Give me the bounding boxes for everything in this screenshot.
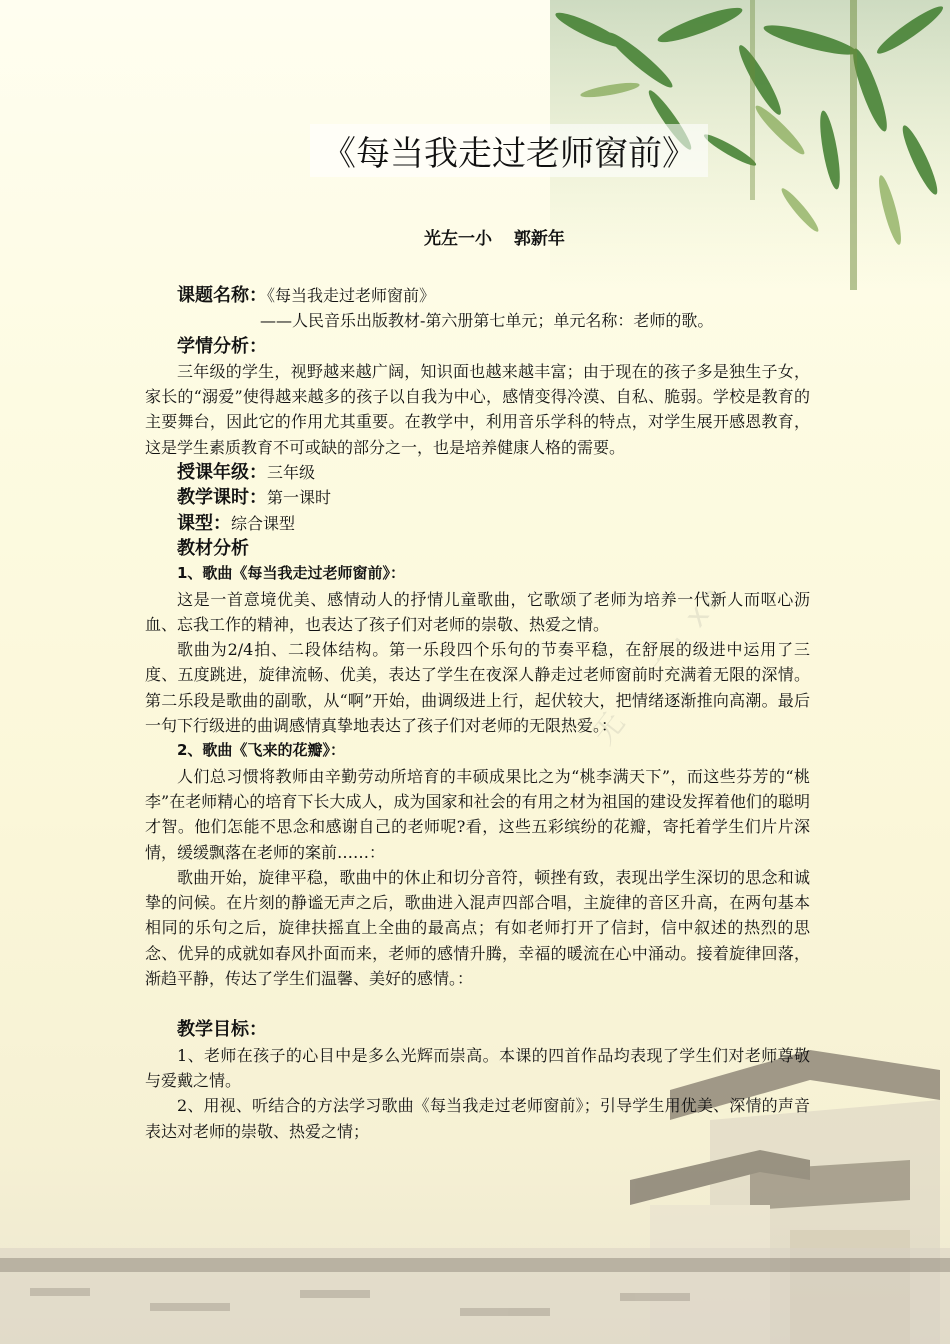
watermark: 无 · 一 · xn xyxy=(586,576,734,752)
goals-label: 教学目标： xyxy=(177,1019,267,1041)
topic-label: 课题名称： xyxy=(177,285,267,306)
song2-paragraph-1: 人们总习惯将教师由辛勤劳动所培育的丰硕成果比之为“桃李满天下”，而这些芬芳的“桃李”在老师精心的培育下长大成人，成为国家和社会的有用之材为祖国的建设发挥着他们的聪明才智。他们怎能不思念和感谢自己的老师呢?看，这些五彩缤纷的花瓣，寄托着学生们片片深情，缓缓飘落在老师的案前……： xyxy=(145,766,810,862)
material-label: 教材分析 xyxy=(177,537,249,559)
type-value: 综合课型 xyxy=(231,513,296,533)
grade-label: 授课年级： xyxy=(177,462,267,484)
grade-line xyxy=(145,460,810,485)
song2-title: 2、歌曲《飞来的花瓣》： xyxy=(177,741,345,760)
spacer xyxy=(145,991,810,1017)
song1-paragraph-2: 歌曲为2/4拍、二段体结构。第一乐段四个乐句的节奏平稳，在舒展的级进中运用了三度、五度跳进，旋律流畅、优美，表达了学生在夜深人静走过老师窗前时充满着无限的深情。第二乐段是歌曲的副歌，从“啊”开始，曲调级进上行，起伏较大，把情绪逐渐推向高潮。最后一句下行级进的曲调感情真挚地表达了孩子们对老师的无限热爱。： xyxy=(145,640,810,736)
page-title: 《每当我走过老师窗前》 xyxy=(310,124,708,177)
analysis-text: 三年级的学生，视野越来越广阔，知识面也越来越丰富；由于现在的孩子多是独生子女，家长的“溺爱”使得越来越多的孩子以自我为中心，感情变得冷漠、自私、脆弱。学校是教育的主要舞台，因此它的作用尤其重要。在教学中，利用音乐学科的特点，对学生展开感恩教育，这是学生素质教育不可或缺的部分之一，也是培养健康人格的需要。 xyxy=(145,361,810,457)
song1-paragraph-1: 这是一首意境优美、感情动人的抒情儿童歌曲，它歌颂了老师为培养一代新人而呕心沥血、忘我工作的精神，也表达了孩子们对老师的崇敬、热爱之情。 xyxy=(145,589,810,634)
period-label: 教学课时： xyxy=(177,487,267,509)
song2-paragraph-2: 歌曲开始，旋律平稳，歌曲中的休止和切分音符，顿挫有致，表现出学生深切的思念和诚挚的问候。在片刻的静谧无声之后，歌曲进入混声四部合唱，主旋律的音区升高，在两句基本相同的乐句之后，旋律扶摇直上全曲的最高点；有如老师打开了信封，信中叙述的热烈的思念、优异的成就如春风扑面而来，老师的感情升腾，幸福的暖流在心中涌动。接着旋律回落，渐趋平静，传达了学生们温馨、美好的感情。： xyxy=(145,867,810,989)
period-line xyxy=(145,485,810,510)
wall-decoration xyxy=(0,1248,950,1344)
topic-line xyxy=(145,283,810,308)
song1-title: 1、歌曲《每当我走过老师窗前》： xyxy=(177,564,405,583)
type-line xyxy=(145,511,810,536)
goal-item-2: 2、用视、听结合的方法学习歌曲《每当我走过老师窗前》；引导学生用优美、深情的声音表达对老师的崇敬、热爱之情； xyxy=(145,1096,810,1141)
grade-value: 三年级 xyxy=(267,463,316,483)
goal-item-1: 1、老师在孩子的心目中是多么光辉而崇高。本课的四首作品均表现了学生们对老师尊敬与爱戴之情。 xyxy=(145,1045,810,1090)
author: 光左一小 郭新年 xyxy=(424,229,565,249)
analysis-label: 学情分析： xyxy=(177,335,267,357)
topic-value: 《每当我走过老师窗前》 xyxy=(267,286,436,305)
period-value: 第一课时 xyxy=(267,488,332,508)
lesson-content xyxy=(145,283,810,1144)
topic-source: ——人民音乐出版教材-第六册第七单元；单元名称：老师的歌。 xyxy=(260,311,714,331)
type-label: 课型： xyxy=(177,512,231,534)
